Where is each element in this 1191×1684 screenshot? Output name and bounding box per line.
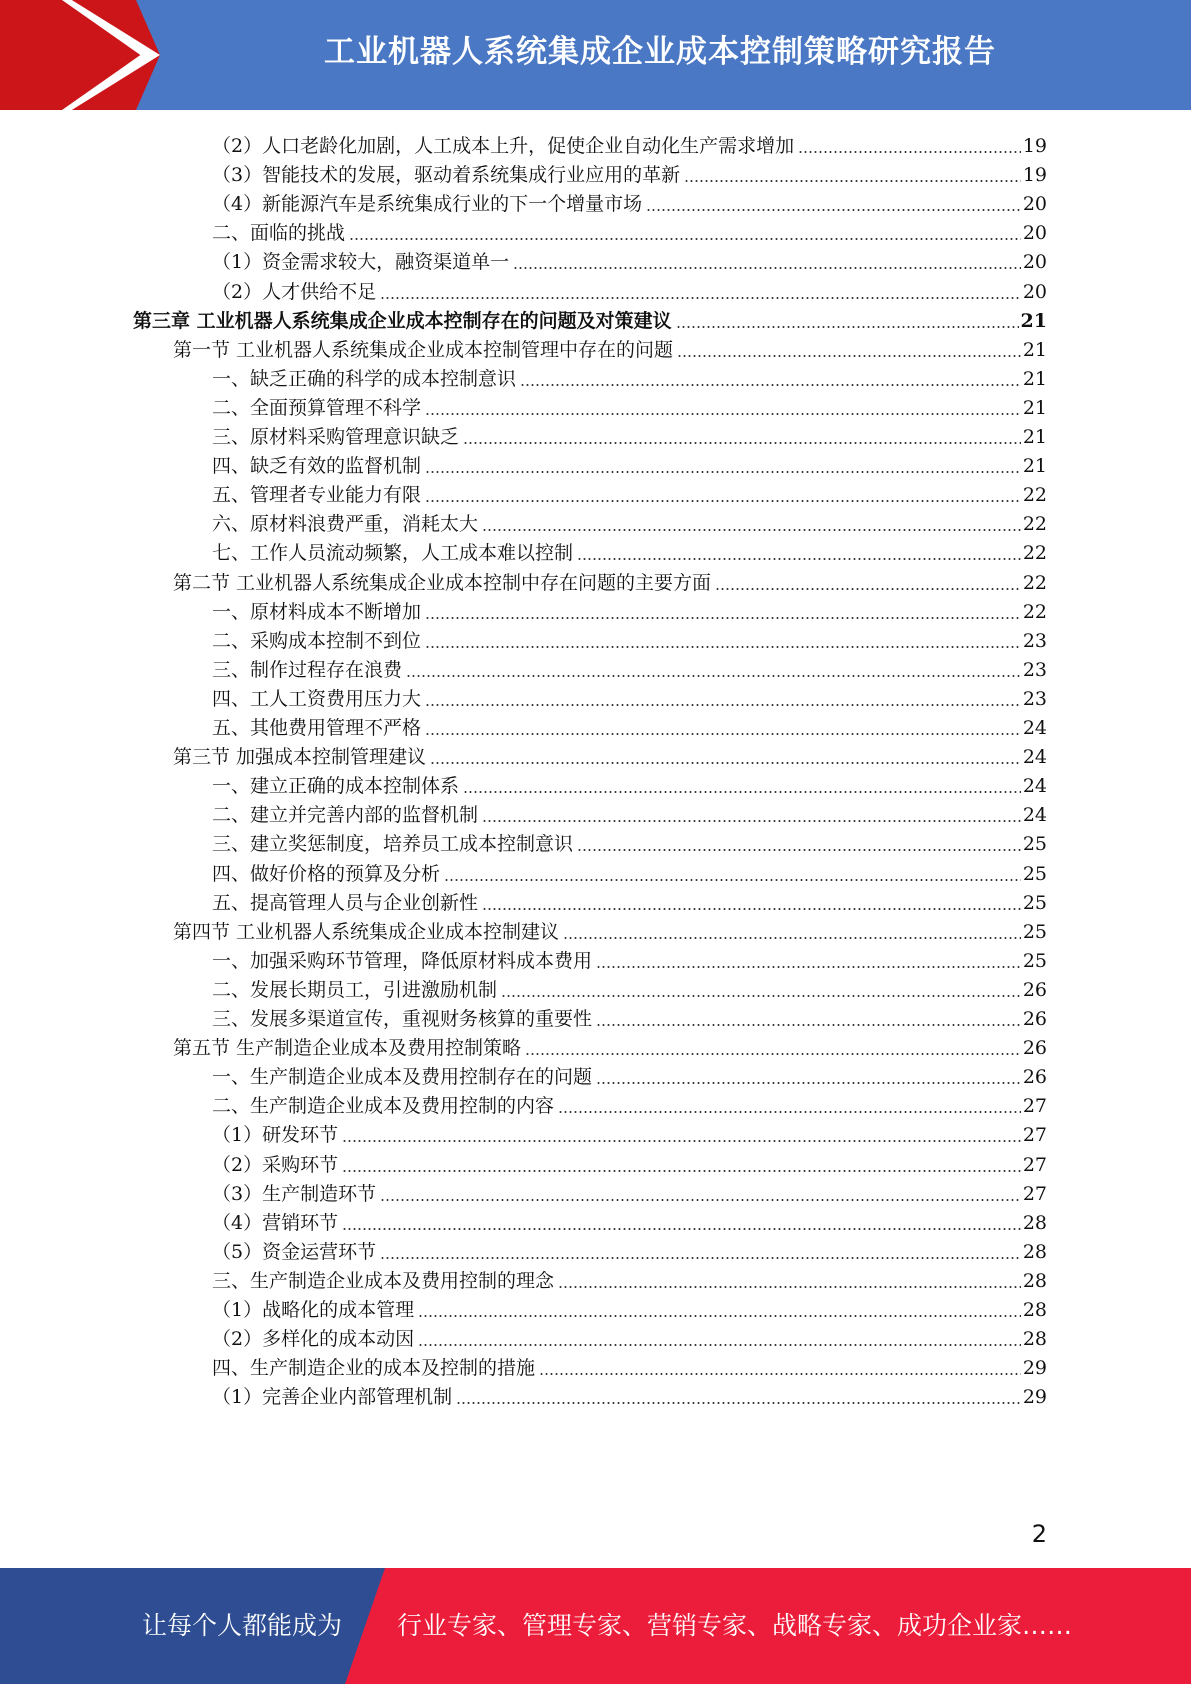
toc-entry-title: 一、生产制造企业成本及费用控制存在的问题 [212, 1066, 593, 1088]
toc-entry-title: （5）资金运营环节 [212, 1241, 377, 1263]
footer-banner [0, 1568, 1191, 1684]
toc-entry-page: 23 [1022, 659, 1047, 681]
footer-slogan-left: 让每个人都能成为 [142, 1611, 343, 1640]
toc-entry[interactable] [173, 565, 1047, 596]
toc-entry-page: 20 [1022, 222, 1047, 244]
toc-dot-leader [684, 180, 1021, 182]
toc-dot-leader [456, 1402, 1021, 1404]
toc-entry[interactable] [212, 710, 1047, 741]
toc-dot-leader [676, 326, 1019, 328]
page-number: 2 [1031, 1520, 1047, 1548]
toc-dot-leader [539, 1373, 1021, 1375]
toc-entry[interactable] [212, 1059, 1047, 1090]
toc-entry[interactable] [212, 1321, 1047, 1352]
toc-entry-page: 26 [1022, 1066, 1047, 1088]
toc-dot-leader [425, 471, 1021, 473]
toc-entry[interactable] [212, 1117, 1047, 1148]
toc-entry-page: 21 [1022, 455, 1047, 477]
toc-entry-title: 一、缺乏正确的科学的成本控制意识 [212, 368, 517, 390]
toc-entry-page: 27 [1022, 1183, 1047, 1205]
toc-entry[interactable] [212, 128, 1047, 159]
toc-dot-leader [380, 1199, 1021, 1201]
toc-entry[interactable] [212, 274, 1047, 305]
toc-entry-page: 20 [1022, 193, 1047, 215]
toc-entry[interactable] [212, 1234, 1047, 1265]
report-title: 工业机器人系统集成企业成本控制策略研究报告 [324, 34, 996, 70]
toc-entry[interactable] [212, 448, 1047, 479]
toc-entry-title: 六、原材料浪费严重，消耗太大 [212, 513, 479, 535]
toc-entry-page: 21 [1022, 339, 1047, 361]
toc-dot-leader [380, 297, 1021, 299]
toc-entry-title: 五、提高管理人员与企业创新性 [212, 892, 479, 914]
toc-entry-page: 29 [1022, 1386, 1047, 1408]
toc-dot-leader [425, 413, 1021, 415]
toc-entry[interactable] [212, 681, 1047, 712]
toc-entry[interactable] [212, 1205, 1047, 1236]
toc-entry[interactable] [173, 739, 1047, 770]
toc-entry-title: 四、做好价格的预算及分析 [212, 863, 441, 885]
toc-entry[interactable] [212, 1088, 1047, 1119]
toc-entry-page: 28 [1022, 1270, 1047, 1292]
toc-entry-title: （1）资金需求较大，融资渠道单一 [212, 251, 510, 273]
toc-entry[interactable] [212, 768, 1047, 799]
toc-entry-title: 一、原材料成本不断增加 [212, 601, 422, 623]
toc-entry-title: （3）智能技术的发展，驱动着系统集成行业应用的革新 [212, 164, 681, 186]
toc-dot-leader [798, 151, 1021, 153]
toc-entry-page: 21 [1022, 368, 1047, 390]
header-red-arrow [0, 0, 160, 110]
toc-entry-title: 第二节 工业机器人系统集成企业成本控制中存在问题的主要方面 [173, 572, 712, 594]
toc-entry[interactable] [212, 390, 1047, 421]
toc-dot-leader [425, 646, 1021, 648]
toc-entry-page: 24 [1022, 717, 1047, 739]
toc-entry-page: 24 [1022, 746, 1047, 768]
toc-dot-leader [463, 442, 1021, 444]
toc-entry-title: 第五节 生产制造企业成本及费用控制策略 [173, 1037, 522, 1059]
toc-entry[interactable] [212, 943, 1047, 974]
toc-entry-page: 20 [1022, 251, 1047, 273]
toc-entry-title: 四、生产制造企业的成本及控制的措施 [212, 1357, 536, 1379]
toc-entry-title: 二、全面预算管理不科学 [212, 397, 422, 419]
toc-entry[interactable] [212, 972, 1047, 1003]
toc-entry-title: （1）完善企业内部管理机制 [212, 1386, 453, 1408]
toc-dot-leader [425, 704, 1021, 706]
toc-entry-page: 26 [1022, 1037, 1047, 1059]
toc-entry-title: （3）生产制造环节 [212, 1183, 377, 1205]
toc-entry-title: 二、建立并完善内部的监督机制 [212, 804, 479, 826]
toc-entry-page: 26 [1022, 1008, 1047, 1030]
toc-entry-title: 三、原材料采购管理意识缺乏 [212, 426, 460, 448]
toc-entry-page: 23 [1022, 630, 1047, 652]
toc-entry-title: 第三章 工业机器人系统集成企业成本控制存在的问题及对策建议 [133, 310, 672, 332]
toc-entry[interactable] [173, 1030, 1047, 1061]
toc-entry-title: （1）研发环节 [212, 1124, 339, 1146]
toc-entry[interactable] [212, 652, 1047, 683]
toc-dot-leader [430, 762, 1021, 764]
toc-dot-leader [406, 675, 1021, 677]
footer-slogan-right: 行业专家、管理专家、营销专家、战略专家、成功企业家…… [397, 1611, 1073, 1640]
toc-dot-leader [425, 500, 1021, 502]
toc-dot-leader [525, 1053, 1021, 1055]
toc-entry-title: 第一节 工业机器人系统集成企业成本控制管理中存在的问题 [173, 339, 674, 361]
toc-entry-page: 24 [1022, 775, 1047, 797]
toc-entry-title: （2）多样化的成本动因 [212, 1328, 415, 1350]
toc-dot-leader [596, 966, 1021, 968]
toc-entry-page: 27 [1022, 1095, 1047, 1117]
toc-entry-page: 22 [1022, 513, 1047, 535]
toc-entry[interactable] [212, 856, 1047, 887]
toc-entry-page: 25 [1022, 863, 1047, 885]
toc-dot-leader [380, 1257, 1021, 1259]
toc-dot-leader [715, 588, 1021, 590]
toc-entry-title: 二、发展长期员工，引进激励机制 [212, 979, 498, 1001]
toc-entry-page: 22 [1022, 484, 1047, 506]
toc-dot-leader [463, 791, 1021, 793]
toc-entry[interactable] [212, 244, 1047, 275]
toc-entry-page: 27 [1022, 1154, 1047, 1176]
toc-entry-page: 25 [1022, 833, 1047, 855]
toc-entry-title: （2）人口老龄化加剧，人工成本上升，促使企业自动化生产需求增加 [212, 135, 795, 157]
toc-entry-page: 19 [1022, 164, 1047, 186]
toc-entry-title: 二、采购成本控制不到位 [212, 630, 422, 652]
toc-entry-title: 一、建立正确的成本控制体系 [212, 775, 460, 797]
toc-entry-title: （2）人才供给不足 [212, 281, 377, 303]
toc-entry-page: 28 [1022, 1241, 1047, 1263]
toc-dot-leader [418, 1344, 1021, 1346]
toc-entry-page: 24 [1022, 804, 1047, 826]
toc-entry-title: 四、工人工资费用压力大 [212, 688, 422, 710]
toc-entry-page: 23 [1022, 688, 1047, 710]
toc-dot-leader [577, 558, 1021, 560]
toc-entry-page: 22 [1022, 542, 1047, 564]
toc-entry[interactable] [212, 1292, 1047, 1323]
toc-dot-leader [342, 1140, 1021, 1142]
toc-entry[interactable] [173, 914, 1047, 945]
toc-entry-title: 五、管理者专业能力有限 [212, 484, 422, 506]
toc-entry-title: （1）战略化的成本管理 [212, 1299, 415, 1321]
toc-entry[interactable] [173, 332, 1047, 363]
toc-dot-leader [646, 209, 1021, 211]
toc-dot-leader [558, 1111, 1021, 1113]
toc-dot-leader [501, 995, 1021, 997]
toc-entry-page: 20 [1022, 281, 1047, 303]
toc-dot-leader [677, 355, 1021, 357]
toc-entry-page: 27 [1022, 1124, 1047, 1146]
toc-dot-leader [558, 1286, 1021, 1288]
toc-entry-title: （2）采购环节 [212, 1154, 339, 1176]
toc-entry-title: 一、加强采购环节管理，降低原材料成本费用 [212, 950, 593, 972]
toc-entry[interactable] [212, 186, 1047, 217]
toc-entry[interactable] [133, 303, 1047, 334]
toc-dot-leader [520, 384, 1021, 386]
toc-entry-title: 四、缺乏有效的监督机制 [212, 455, 422, 477]
toc-entry[interactable] [212, 477, 1047, 508]
toc-entry[interactable] [212, 885, 1047, 916]
toc-entry-page: 21 [1020, 310, 1047, 332]
toc-entry-title: （4）新能源汽车是系统集成行业的下一个增量市场 [212, 193, 643, 215]
toc-entry-page: 28 [1022, 1212, 1047, 1234]
toc-entry[interactable] [212, 1147, 1047, 1178]
toc-dot-leader [342, 1170, 1021, 1172]
toc-dot-leader [349, 238, 1021, 240]
header-banner [0, 0, 1191, 110]
toc-entry-title: 二、生产制造企业成本及费用控制的内容 [212, 1095, 555, 1117]
toc-dot-leader [596, 1024, 1021, 1026]
toc-entry-page: 29 [1022, 1357, 1047, 1379]
toc-entry[interactable] [212, 826, 1047, 857]
toc-entry-title: 五、其他费用管理不严格 [212, 717, 422, 739]
toc-entry-page: 25 [1022, 921, 1047, 943]
toc-entry[interactable] [212, 1263, 1047, 1294]
toc-entry[interactable] [212, 1001, 1047, 1032]
toc-entry[interactable] [212, 419, 1047, 450]
toc-entry-page: 25 [1022, 950, 1047, 972]
toc-dot-leader [563, 937, 1021, 939]
toc-dot-leader [418, 1315, 1021, 1317]
toc-dot-leader [513, 267, 1021, 269]
toc-entry-page: 26 [1022, 979, 1047, 1001]
toc-entry[interactable] [212, 623, 1047, 654]
toc-entry-title: 第三节 加强成本控制管理建议 [173, 746, 427, 768]
toc-entry-title: 二、面临的挑战 [212, 222, 346, 244]
toc-entry-page: 28 [1022, 1328, 1047, 1350]
toc-entry-page: 22 [1022, 572, 1047, 594]
toc-dot-leader [482, 820, 1021, 822]
toc-dot-leader [425, 617, 1021, 619]
toc-entry[interactable] [212, 797, 1047, 828]
toc-entry[interactable] [212, 1176, 1047, 1207]
toc-entry-title: 三、生产制造企业成本及费用控制的理念 [212, 1270, 555, 1292]
toc-entry[interactable] [212, 361, 1047, 392]
toc-dot-leader [482, 529, 1021, 531]
toc-entry[interactable] [212, 535, 1047, 566]
toc-entry[interactable] [212, 1379, 1047, 1410]
toc-entry-page: 25 [1022, 892, 1047, 914]
toc-dot-leader [444, 879, 1021, 881]
toc-dot-leader [425, 733, 1021, 735]
toc-entry-page: 19 [1022, 135, 1047, 157]
toc-entry[interactable] [212, 1350, 1047, 1381]
toc-entry[interactable] [212, 594, 1047, 625]
toc-entry-title: 七、工作人员流动频繁，人工成本难以控制 [212, 542, 574, 564]
toc-dot-leader [596, 1082, 1021, 1084]
toc-entry-page: 21 [1022, 426, 1047, 448]
toc-entry-title: 三、建立奖惩制度，培养员工成本控制意识 [212, 833, 574, 855]
toc-entry-title: 第四节 工业机器人系统集成企业成本控制建议 [173, 921, 560, 943]
toc-entry-title: 三、发展多渠道宣传，重视财务核算的重要性 [212, 1008, 593, 1030]
toc-entry-page: 21 [1022, 397, 1047, 419]
toc-dot-leader [482, 908, 1021, 910]
toc-entry[interactable] [212, 157, 1047, 188]
toc-dot-leader [577, 849, 1021, 851]
toc-entry-title: （4）营销环节 [212, 1212, 339, 1234]
toc-entry-page: 28 [1022, 1299, 1047, 1321]
toc-entry-title: 三、制作过程存在浪费 [212, 659, 403, 681]
toc-entry[interactable] [212, 506, 1047, 537]
toc-dot-leader [342, 1228, 1021, 1230]
toc-entry-page: 22 [1022, 601, 1047, 623]
toc-entry[interactable] [212, 215, 1047, 246]
